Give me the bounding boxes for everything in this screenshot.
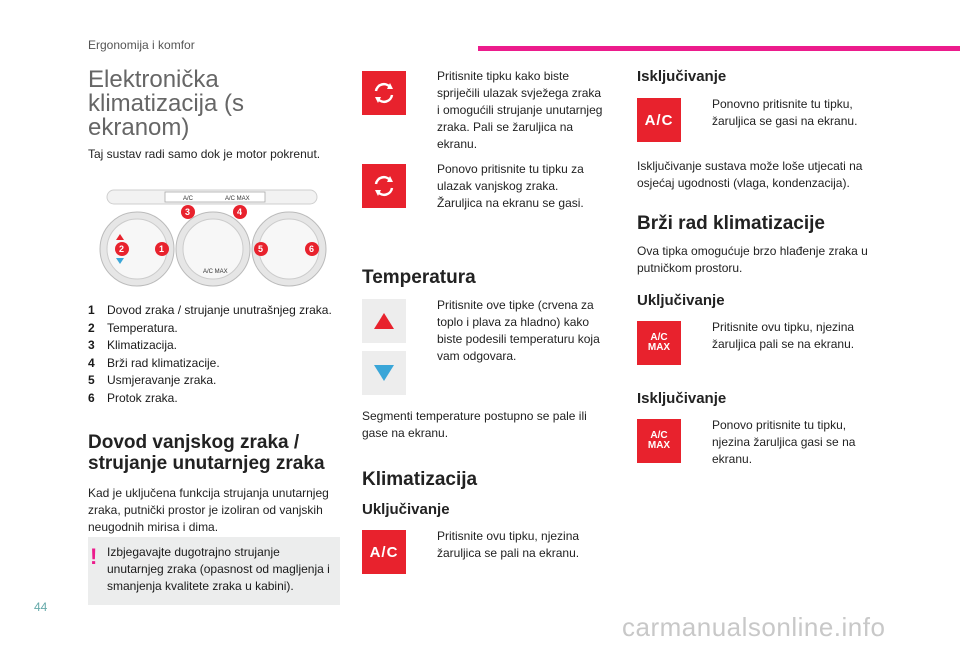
fast-text: Ova tipka omogućuje brzo hlađenje zraka u putničkom prostoru. xyxy=(637,244,868,275)
legend-list xyxy=(88,302,343,407)
fast-off-bullet: Ponovo pritisnite tu tipku, njezina žaruljica gasi se na ekranu. xyxy=(712,418,856,466)
legend-item: 4 Brži rad klimatizacije. xyxy=(88,355,220,370)
recirc-off-bullet: Ponovo pritisnite tu tipku za ulazak vanjskog zraka. Žaruljica na ekranu se gasi. xyxy=(437,162,584,210)
warning-icon: ! xyxy=(90,544,98,569)
heading-ukljucivanje-fast: Uključivanje xyxy=(637,292,725,309)
marker-1: 1 xyxy=(159,244,165,254)
heading-outside-air: Dovod vanjskog zraka / strujanje unutarnjeg zraka xyxy=(88,432,325,474)
legend-item: 5 Usmjeravanje zraka. xyxy=(88,373,217,387)
panel-label-acmax-dial: A/C MAX xyxy=(203,269,228,275)
marker-4: 4 xyxy=(237,207,243,217)
temp-down-icon xyxy=(362,351,406,395)
marker-3: 3 xyxy=(185,207,191,217)
header-accent-bar xyxy=(478,46,960,51)
ac-icon: A/C xyxy=(637,98,681,142)
section-label: Ergonomija i komfor xyxy=(88,38,195,52)
recirculation-icon xyxy=(362,71,406,115)
marker-2: 2 xyxy=(119,244,125,254)
heading-brzi-rad: Brži rad klimatizacije xyxy=(637,213,825,234)
panel-label-ac: A/C xyxy=(183,196,194,202)
heading-iskljucivanje-fast: Isključivanje xyxy=(637,390,727,407)
temp-bullet: Pritisnite ove tipke (crvena za toplo i plava za hladno) kako biste podesili temperaturu koja vam odgovara. xyxy=(437,298,600,363)
ac-max-icon: A/C MAX xyxy=(637,419,681,463)
fast-on-bullet: Pritisnite ovu tipku, njezina žaruljica pali se na ekranu. xyxy=(712,320,855,351)
legend-item: 2 Temperatura. xyxy=(88,320,178,335)
heading-temperatura: Temperatura xyxy=(362,267,476,288)
temp-up-icon xyxy=(362,299,406,343)
legend-item: 1 Dovod zraka / strujanje unutrašnjeg zraka. xyxy=(88,303,332,317)
heading-klimatizacija: Klimatizacija xyxy=(362,469,478,490)
heading-ukljucivanje: Uključivanje xyxy=(362,501,450,518)
recirc-on-bullet: Pritisnite tipku kako biste spriječili ulazak svježega zraka i omogućili strujanje unutarnjeg zraka. Pali se žaruljica na ekranu. xyxy=(437,69,603,151)
intro-text: Taj sustav radi samo dok je motor pokrenut. xyxy=(88,147,321,161)
legend-item: 6 Protok zraka. xyxy=(88,390,178,405)
page-title: Elektronička klimatizacija (s ekranom) xyxy=(88,66,245,141)
page-number: 44 xyxy=(34,600,48,614)
off-note: Isključivanje sustava može loše utjecati na osjećaj ugodnosti (vlaga, kondenzacija). xyxy=(637,159,863,190)
control-panel-illustration xyxy=(95,187,330,287)
panel-label-acmax: A/C MAX xyxy=(225,196,250,202)
heading-iskljucivanje: Isključivanje xyxy=(637,68,727,85)
marker-5: 5 xyxy=(258,244,264,254)
ac-off-bullet: Ponovno pritisnite tu tipku, žaruljica se gasi na ekranu. xyxy=(712,97,858,128)
ac-icon: A/C xyxy=(362,530,406,574)
outside-air-text: Kad je uključena funkcija strujanja unutarnjeg zraka, putnički prostor je izoliran od vanjskih neugodnih mirisa i dima. xyxy=(88,486,329,534)
watermark: carmanualsonline.info xyxy=(622,612,886,642)
warning-text: Izbjegavajte dugotrajno strujanje unutarnjeg zraka (opasnost od magljenja i smanjenja kvalitete zraka u kabini). xyxy=(107,545,330,593)
recirculation-icon xyxy=(362,164,406,208)
legend-item: 3 Klimatizacija. xyxy=(88,338,178,352)
ac-on-bullet: Pritisnite ovu tipku, njezina žaruljica se pali na ekranu. xyxy=(437,529,580,560)
ac-max-icon: A/C MAX xyxy=(637,321,681,365)
marker-6: 6 xyxy=(309,244,315,254)
temp-note: Segmenti temperature postupno se pale ili gase na ekranu. xyxy=(362,409,587,440)
